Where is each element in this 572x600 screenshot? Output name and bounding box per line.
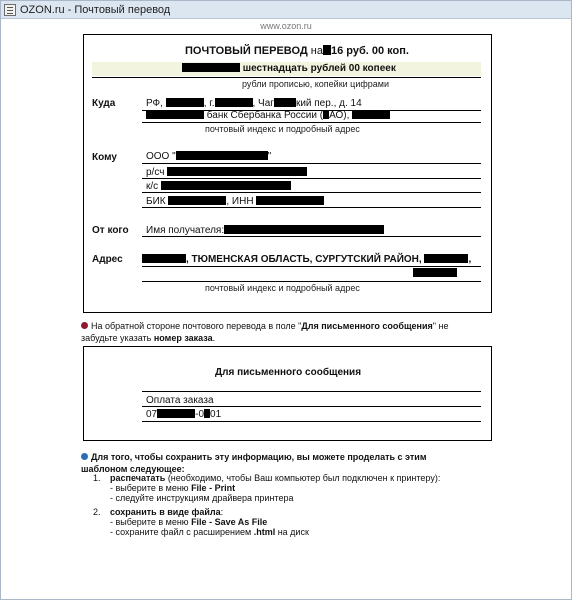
kuda-line-2-b: банк Сбербанка России ( bbox=[206, 110, 324, 121]
adres-value-a: , ТЮМЕНСКАЯ ОБЛАСТЬ, СУРГУТСКИЙ РАЙОН, bbox=[186, 254, 422, 265]
step-2-b-pre: - сохраните файл с расширением bbox=[110, 527, 254, 537]
note1-text-a: На обратной стороне почтового перевода в поле " bbox=[91, 321, 302, 331]
redacted-block bbox=[274, 98, 296, 107]
label-komu: Кому bbox=[92, 152, 117, 163]
redacted-block bbox=[323, 45, 331, 55]
step-1-num: 1. bbox=[93, 473, 101, 483]
step-2-colon: : bbox=[220, 507, 224, 517]
title-bar bbox=[1, 1, 571, 19]
komu-line-1 bbox=[146, 151, 271, 162]
redacted-block bbox=[146, 110, 204, 119]
kuda-line-2 bbox=[146, 110, 390, 121]
kuda-caption: почтовый индекс и подробный адрес bbox=[205, 124, 360, 134]
adres-caption: почтовый индекс и подробный адрес bbox=[205, 283, 360, 293]
redacted-block bbox=[224, 225, 384, 234]
form-heading-amount: 16 руб. 00 коп. bbox=[330, 45, 409, 57]
step-2-a-pre: - выберите в меню bbox=[110, 517, 192, 527]
redacted-block bbox=[176, 151, 268, 160]
komu-line-4-b: , ИНН bbox=[226, 196, 254, 207]
adres-line-2 bbox=[413, 268, 457, 279]
form2-rule-1 bbox=[142, 391, 481, 392]
ot-kogo-value: Имя получателя: bbox=[146, 225, 225, 236]
redacted-block bbox=[166, 98, 204, 107]
ot-kogo-line bbox=[146, 225, 384, 236]
amount-rule bbox=[92, 77, 481, 78]
note1-text-b: Для письменного сообщения bbox=[301, 321, 433, 331]
kuda-line-1-b: , г. bbox=[203, 98, 215, 109]
label-ot-kogo: От кого bbox=[92, 225, 129, 236]
form2-rule-3 bbox=[142, 421, 481, 422]
label-adres: Адрес bbox=[92, 254, 123, 265]
bullet-info-icon bbox=[81, 453, 88, 460]
page-icon bbox=[4, 4, 16, 16]
kuda-rule-2 bbox=[142, 122, 481, 123]
redacted-block bbox=[424, 254, 468, 263]
komu-rule-1 bbox=[142, 163, 481, 164]
komu-line-1-a: ООО " bbox=[146, 151, 176, 162]
redacted-block bbox=[167, 167, 307, 176]
step-1-title: распечатать bbox=[110, 473, 166, 483]
step-2-item-a bbox=[110, 517, 267, 527]
step-1-item-a bbox=[110, 483, 235, 493]
form-heading-na: на bbox=[310, 45, 323, 57]
written-message-form bbox=[83, 346, 492, 441]
amount-caption: рубли прописью, копейки цифрами bbox=[242, 79, 389, 89]
redacted-block bbox=[161, 181, 291, 190]
page-url: www.ozon.ru bbox=[260, 21, 312, 31]
komu-line-4-a: БИК bbox=[146, 196, 166, 207]
adres-rule-2 bbox=[142, 281, 481, 282]
amount-in-words bbox=[182, 63, 396, 74]
step-1-a-pre: - выберите в меню bbox=[110, 483, 192, 493]
step-2-heading bbox=[110, 507, 223, 517]
form-heading-title: ПОЧТОВЫЙ ПЕРЕВОД bbox=[185, 45, 308, 57]
redacted-block bbox=[142, 254, 186, 263]
step-1-a-bold: File - Print bbox=[191, 483, 236, 493]
order-number-a: 07 bbox=[146, 409, 158, 420]
step-2-title: сохранить в виде файла bbox=[110, 507, 221, 517]
komu-rule-2 bbox=[142, 178, 481, 179]
step-1-heading bbox=[110, 473, 440, 483]
note1-text-d: забудьте указать bbox=[81, 333, 154, 343]
note1-text-f: . bbox=[212, 333, 216, 343]
step-2-num: 2. bbox=[93, 507, 101, 517]
komu-line-4 bbox=[146, 196, 324, 207]
note2-intro-a: Для того, чтобы сохранить эту информацию, вы можете проделать с этим bbox=[91, 452, 427, 462]
redacted-block bbox=[413, 268, 457, 277]
komu-line-1-b: " bbox=[267, 151, 272, 162]
komu-rule-4 bbox=[142, 207, 481, 208]
label-kuda: Куда bbox=[92, 98, 116, 109]
form-heading bbox=[185, 45, 409, 57]
step-2-b-post: на диск bbox=[275, 527, 309, 537]
adres-line bbox=[142, 254, 471, 265]
window-title: OZON.ru - Почтовый перевод bbox=[20, 3, 171, 16]
note2-intro-b: шаблоном следующее: bbox=[81, 464, 185, 474]
note1-text-e: номер заказа bbox=[153, 333, 213, 343]
note-save-info bbox=[81, 451, 501, 475]
ot-kogo-rule bbox=[142, 236, 481, 237]
redacted-block bbox=[182, 63, 240, 72]
komu-line-2-text: р/сч bbox=[146, 167, 165, 178]
order-number-c: 01 bbox=[210, 409, 222, 420]
redacted-block bbox=[323, 110, 329, 119]
note-reverse-side bbox=[81, 320, 501, 344]
adres-value-b: , bbox=[468, 254, 472, 265]
komu-rule-3 bbox=[142, 192, 481, 193]
written-message-heading: Для письменного сообщения bbox=[215, 367, 362, 378]
kuda-line-1-c: , Чаг bbox=[252, 98, 274, 109]
kuda-line-1-d: кий пер., д. 14 bbox=[295, 98, 362, 109]
adres-rule-1 bbox=[142, 266, 481, 267]
order-number bbox=[146, 409, 221, 420]
komu-line-2 bbox=[146, 167, 307, 178]
bullet-red-icon bbox=[81, 322, 88, 329]
kuda-line-1-a: РФ, bbox=[146, 98, 163, 109]
redacted-block bbox=[204, 409, 210, 418]
step-1-item-b: - следуйте инструкциям драйвера принтера bbox=[110, 493, 294, 503]
redacted-block bbox=[157, 409, 195, 418]
kuda-line-2-c: АО), bbox=[329, 110, 350, 121]
redacted-block bbox=[352, 110, 390, 119]
note1-text-c: " не bbox=[432, 321, 449, 331]
step-1-rest: (необходимо, чтобы Ваш компьютер был подключен к принтеру): bbox=[165, 473, 441, 483]
form2-rule-2 bbox=[142, 406, 481, 407]
step-2-a-bold: File - Save As File bbox=[191, 517, 268, 527]
redacted-block bbox=[256, 196, 324, 205]
order-number-b: -0 bbox=[195, 409, 205, 420]
kuda-line-1 bbox=[146, 98, 362, 109]
redacted-block bbox=[168, 196, 226, 205]
komu-line-3-text: к/с bbox=[146, 181, 159, 192]
komu-line-3 bbox=[146, 181, 291, 192]
order-payment-label: Оплата заказа bbox=[146, 395, 214, 406]
step-2-item-b bbox=[110, 527, 309, 537]
postal-transfer-form bbox=[83, 34, 492, 313]
amount-words-text: шестнадцать рублей 00 копеек bbox=[242, 63, 396, 74]
step-2-b-bold: .html bbox=[253, 527, 276, 537]
redacted-block bbox=[215, 98, 253, 107]
